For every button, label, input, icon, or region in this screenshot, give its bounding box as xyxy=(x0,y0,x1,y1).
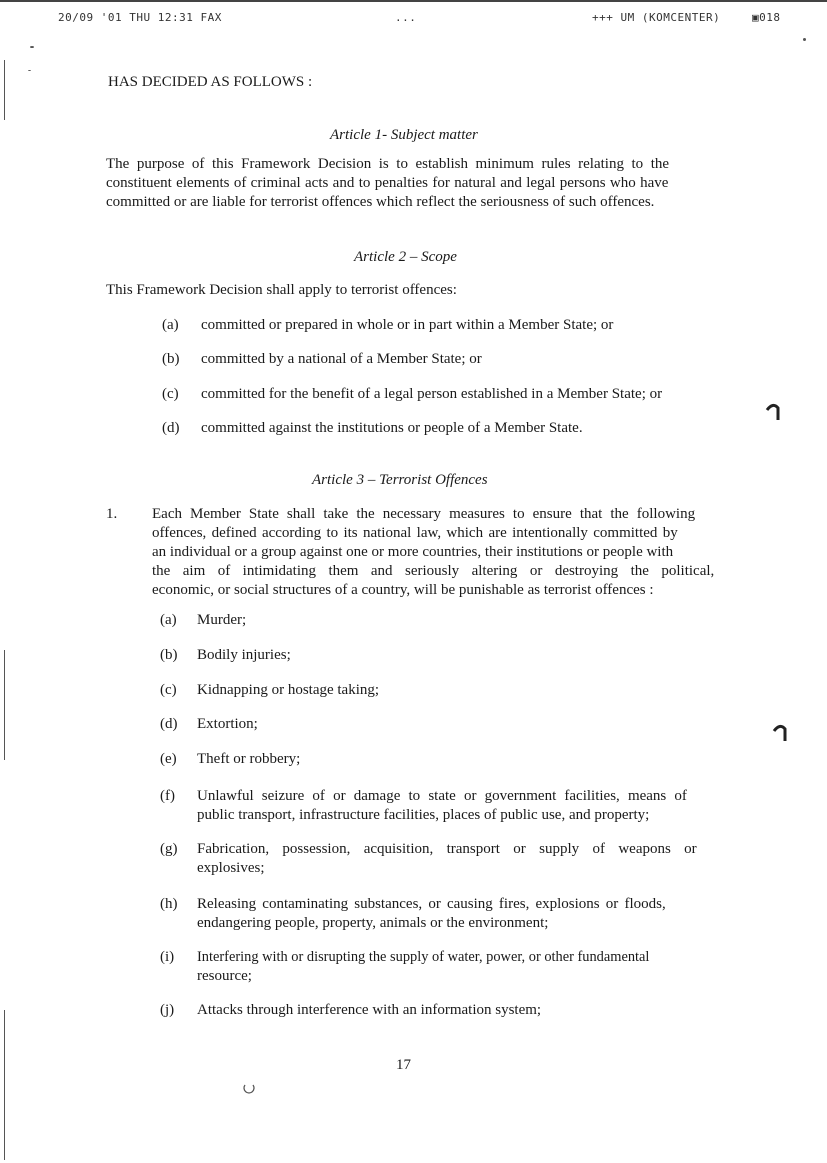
article-3-para-line: economic, or social structures of a country, will be punishable as terrorist offences : xyxy=(152,582,654,598)
scan-speck xyxy=(30,46,34,48)
article-1-line: constituent elements of criminal acts and to penalties for natural and legal persons who have xyxy=(106,175,669,191)
scan-speck xyxy=(28,70,31,71)
decision-intro: HAS DECIDED AS FOLLOWS : xyxy=(108,74,313,90)
scan-edge-mark xyxy=(4,1010,5,1160)
article-3-item-text: Attacks through interference with an information system; xyxy=(197,1002,542,1018)
article-2-item-text: committed by a national of a Member State; or xyxy=(201,351,482,367)
article-3-item-label: (b) xyxy=(160,647,178,663)
article-3-item-text: Murder; xyxy=(197,612,247,628)
article-3-item-text: Unlawful seizure of or damage to state or government facilities, means of xyxy=(197,788,687,804)
article-3-item-label: (i) xyxy=(160,949,175,965)
article-3-item-label: (d) xyxy=(160,716,178,732)
article-3-item-text: Extortion; xyxy=(197,716,258,732)
scan-hook-mark xyxy=(772,723,788,743)
article-3-item-text: explosives; xyxy=(197,860,265,876)
article-2-item-label: (c) xyxy=(162,386,179,402)
scan-edge-mark xyxy=(4,60,5,120)
article-3-item-label: (e) xyxy=(160,751,177,767)
article-2-intro: This Framework Decision shall apply to terrorist offences: xyxy=(106,282,457,298)
page-number: 17 xyxy=(396,1057,411,1073)
article-3-item-label: (g) xyxy=(160,841,178,857)
fax-header-datetime: 20/09 '01 THU 12:31 FAX xyxy=(58,11,222,24)
article-3-item-text: public transport, infrastructure facilities, places of public use, and property; xyxy=(197,807,650,823)
fax-header-destination: +++ UM (KOMCENTER) xyxy=(592,11,721,24)
article-2-item-text: committed or prepared in whole or in part within a Member State; or xyxy=(201,317,614,333)
fax-top-border xyxy=(0,0,827,2)
article-3-item-label: (h) xyxy=(160,896,178,912)
scan-hook-mark xyxy=(765,402,781,422)
article-3-item-text: Fabrication, possession, acquisition, transport or supply of weapons or xyxy=(197,841,697,857)
article-3-item-text: Kidnapping or hostage taking; xyxy=(197,682,380,698)
article-3-para-line: offences, defined according to its national law, which are intentionally committed by xyxy=(152,525,678,541)
scan-ring-mark xyxy=(242,1080,256,1094)
scan-speck xyxy=(803,38,806,41)
article-1-line: The purpose of this Framework Decision is to establish minimum rules relating to the xyxy=(106,156,670,172)
article-2-item-label: (d) xyxy=(162,420,180,436)
article-3-para-line: the aim of intimidating them and seriously altering or destroying the political, xyxy=(152,563,715,579)
article-3-item-label: (a) xyxy=(160,612,177,628)
article-3-title: Article 3 – Terrorist Offences xyxy=(312,472,488,488)
article-3-item-text: endangering people, property, animals or the environment; xyxy=(197,915,549,931)
article-3-para-line: an individual or a group against one or more countries, their institutions or people with xyxy=(152,544,674,560)
article-3-para-number: 1. xyxy=(106,506,118,522)
article-3-item-text: Bodily injuries; xyxy=(197,647,291,663)
article-1-title: Article 1- Subject matter xyxy=(330,127,478,143)
article-3-item-text: Theft or robbery; xyxy=(197,751,301,767)
fax-page-icon: ▣ xyxy=(752,11,760,24)
fax-header-page: ▣018 xyxy=(752,11,781,24)
fax-header-number: ... xyxy=(395,11,417,24)
article-2-item-text: committed against the institutions or people of a Member State. xyxy=(201,420,583,436)
article-2-item-text: committed for the benefit of a legal person established in a Member State; or xyxy=(201,386,663,402)
article-3-item-text: Interfering with or disrupting the supply of water, power, or other fundamental xyxy=(197,949,650,965)
article-3-item-text: resource; xyxy=(197,968,252,984)
article-3-item-label: (c) xyxy=(160,682,177,698)
article-2-item-label: (a) xyxy=(162,317,179,333)
article-1-line: committed or are liable for terrorist offences which reflect the seriousness of such offences. xyxy=(106,194,655,210)
article-2-item-label: (b) xyxy=(162,351,180,367)
article-3-item-label: (j) xyxy=(160,1002,175,1018)
article-2-title: Article 2 – Scope xyxy=(354,249,457,265)
article-3-para-line: Each Member State shall take the necessary measures to ensure that the following xyxy=(152,506,696,522)
scan-edge-mark xyxy=(4,650,5,760)
article-3-item-label: (f) xyxy=(160,788,175,804)
article-3-item-text: Releasing contaminating substances, or causing fires, explosions or floods, xyxy=(197,896,666,912)
